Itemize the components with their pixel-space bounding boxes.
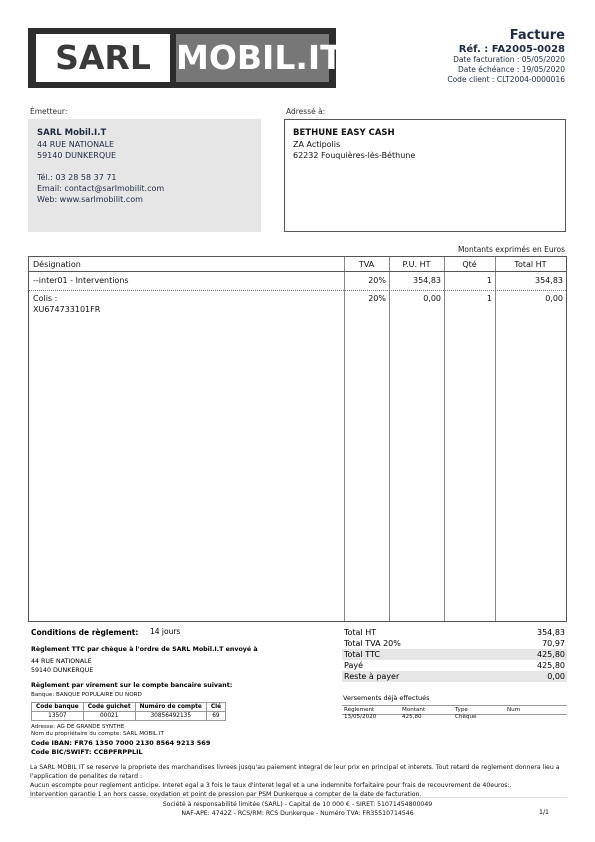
emitter-email: Email: contact@sarlmobilit.com [37,184,165,193]
footer-line2: NAF-APE: 4742Z - RCS/RM: RCS Dunkerque - Numéro TVA: FR35510714546 [181,810,414,817]
transfer-instructions: Règlement par virement sur le compte bancaire suivant: [31,682,233,689]
branch-code: 00021 [83,712,135,721]
bank-name: Banque: BANQUE POPULAIRE DU NORD [31,692,142,698]
row2-total: 0,00 [545,294,563,303]
currency-note: Montants exprimés en Euros [457,245,565,254]
payment-terms-label: Conditions de règlement: [31,628,139,637]
bic-swift: Code BIC/SWIFT: CCBPFRPPLIL [31,748,143,756]
recipient-label: Adressé à: [286,107,326,116]
row2-tva: 20% [368,294,386,303]
row1-tva: 20% [368,276,386,285]
logo-text-right: MOBIL.IT [176,38,343,77]
due-date: Date échéance : 19/05/2020 [457,65,565,74]
payment-row: 13/05/2020 425,80 Chèque [344,714,477,720]
row1-pu: 354,83 [413,276,441,285]
branch-code-header: Code guichet [83,703,135,712]
paid-row: Payé 425,80 [344,661,565,670]
emitter-box [28,119,261,232]
emitter-street: 44 RUE NATIONALE [37,140,115,149]
key-header: Clé [206,703,225,712]
invoice-date: Date facturation : 05/05/2020 [453,55,565,64]
account-owner: Nom du propriétaire du compte: SARL MOBIL.IT [31,731,164,737]
total-ttc-row: Total TTC 425,80 [344,650,565,659]
remaining-row: Reste à payer 0,00 [344,672,565,681]
row2-qte: 1 [486,294,492,303]
items-table [28,256,567,622]
cheque-address-street: 44 RUE NATIONALE [31,658,92,665]
emitter-city: 59140 DUNKERQUE [37,151,117,160]
col-pu: P.U. HT [402,260,431,269]
recipient-line1: ZA Actipolis [293,140,341,149]
total-tva-row: Total TVA 20% 70,97 [344,639,565,648]
client-code: Code client : CLT2004-0000016 [447,75,565,84]
row2-pu: 0,00 [423,294,441,303]
invoice-title: Facture [509,28,565,43]
bank-code: 13507 [32,712,84,721]
row1-qte: 1 [486,276,492,285]
payments-title: Versements déjà effectués [343,694,430,702]
footer-divider [28,797,567,798]
recipient-line2: 62232 Fouquières-lès-Béthune [293,151,416,160]
emitter-label: Émetteur: [30,107,68,116]
iban: Code IBAN: FR76 1350 7000 2130 8564 9213 569 [31,739,211,747]
cheque-address-city: 59140 DUNKERQUE [31,667,94,674]
row1-designation: --inter01 - Interventions [33,276,129,285]
totals-block [342,627,567,682]
account-number: 30856492135 [135,712,206,721]
bank-details-table [31,702,226,721]
recipient-box [284,119,566,232]
company-footer [0,800,595,818]
account-number-header: Numéro de compte [135,703,206,712]
logo-text-left: SARL [55,38,151,77]
bank-code-header: Code banque [32,703,84,712]
col-designation: Désignation [33,260,81,269]
col-tva: TVA [358,260,375,269]
col-total: Total HT [514,260,547,269]
invoice-ref: Réf. : FA2005-0028 [458,44,565,55]
legal-notice: La SARL MOBIL IT se reserve la propriete des marchandises livrees jusqu'au paiement integral de leur prix en principal et interets. Tout retard de reglement donnera lieu a l'application de penalites de retard : Aucun escompte pour reglement anticipe. Interet egal a 3 fois le taux d'interet legal et a une indemnite forfaitaire pour frais de recouvrement de 40euros:. Intervention garantie 1 an hors casse, oxydation et point de pression par PSM Dunkerque a compter de la date de facturation. [30,764,560,798]
payment-terms-value: 14 jours [150,627,181,636]
row2-designation: Colis : [33,294,58,303]
row1-total: 354,83 [535,276,563,285]
page-number: 1/1 [539,809,549,816]
emitter-tel: Tél.: 03 28 58 37 71 [37,173,117,182]
payments-header-row: Règlement Montant Type Num [342,705,567,715]
row2-designation-detail: XU674733101FR [33,305,101,314]
total-ht-row: Total HT 354,83 [344,628,565,637]
col-qte: Qté [462,260,477,269]
emitter-web: Web: www.sarlmobilit.com [37,195,143,204]
emitter-name: SARL Mobil.I.T [37,128,107,138]
recipient-name: BETHUNE EASY CASH [293,128,395,138]
cheque-instructions: Règlement TTC par chèque à l'ordre de SARL Mobil.I.T envoyé à [31,646,258,653]
bank-domiciliation: Adresse: AG DE GRANDE SYNTHE [31,724,125,730]
rib-key: 69 [206,712,225,721]
invoice-header [447,28,565,85]
footer-line1: Société à responsabilité limitée (SARL) - Capital de 10 000 € - SIRET: 51071454800049 [162,801,433,808]
company-logo [28,28,343,88]
